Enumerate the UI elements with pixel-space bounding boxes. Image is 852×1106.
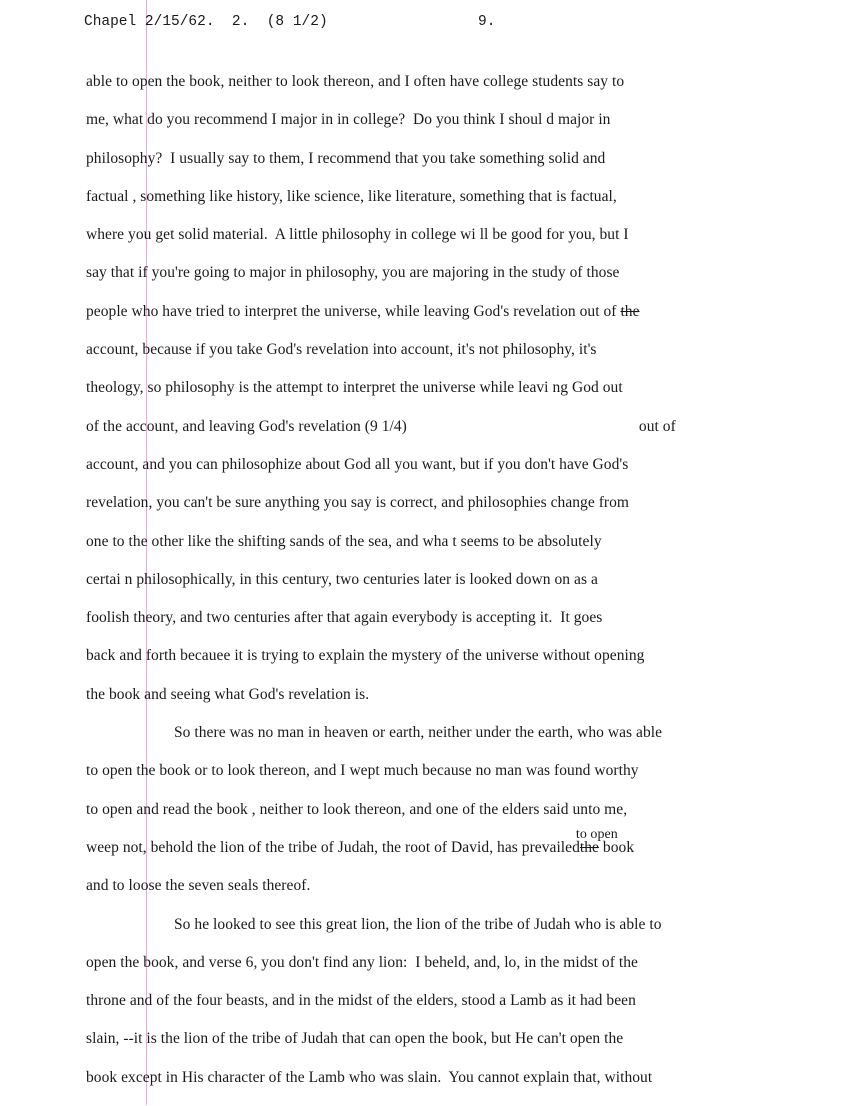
text-line: factual , something like history, like science, like literature, something that is factual, xyxy=(86,187,617,205)
text-line: account, because if you take God's revelation into account, it's not philosophy, it's xyxy=(86,341,597,359)
text-line: open the book, and verse 6, you don't find any lion: I beheld, and, lo, in the midst of the xyxy=(86,953,638,971)
text-line: of the account, and leaving God's revelation (9 1/4) out of xyxy=(86,417,676,435)
text-line: people who have tried to interpret the universe, while leaving God's revelation out of the xyxy=(86,302,640,320)
text-line: throne and of the four beasts, and in the midst of the elders, stood a Lamb as it had been xyxy=(86,992,636,1010)
struck-word: the xyxy=(620,302,640,320)
text-line: back and forth becauee it is trying to explain the mystery of the universe without opening xyxy=(86,647,645,665)
text-line: me, what do you recommend I major in in college? Do you think I shoul d major in xyxy=(86,111,611,129)
text-line: account, and you can philosophize about God all you want, but if you don't have God's xyxy=(86,455,629,473)
paragraph-start-line: So he looked to see this great lion, the lion of the tribe of Judah who is able to xyxy=(174,915,662,933)
text-line: slain, --it is the lion of the tribe of Judah that can open the book, but He can't open the xyxy=(86,1030,624,1048)
text-line: certai n philosophically, in this century, two centuries later is looked down on as a xyxy=(86,570,598,588)
text-line: weep not, behold the lion of the tribe of Judah, the root of David, has prevailed to open the book xyxy=(86,826,635,856)
text-line: where you get solid material. A little philosophy in college wi ll be good for you, but I xyxy=(86,226,629,244)
text-line: theology, so philosophy is the attempt to interpret the universe while leavi ng God out xyxy=(86,379,623,397)
paragraph-start-line: So there was no man in heaven or earth, neither under the earth, who was able xyxy=(174,724,663,742)
text-line: foolish theory, and two centuries after that again everybody is accepting it. It goes xyxy=(86,609,603,627)
text-line: one to the other like the shifting sands of the sea, and wha t seems to be absolutely xyxy=(86,532,602,550)
text-line: revelation, you can't be sure anything you say is correct, and philosophies change from xyxy=(86,494,630,512)
text-line: say that if you're going to major in philosophy, you are majoring in the study of those xyxy=(86,264,620,282)
text-line: to open and read the book , neither to look thereon, and one of the elders said unto me, xyxy=(86,800,628,818)
inserted-text: to open xyxy=(575,826,618,842)
correction xyxy=(575,826,618,858)
struck-word: the xyxy=(579,838,599,856)
text-line: to open the book or to look thereon, and I wept much because no man was found worthy xyxy=(86,762,639,780)
page-header: Chapel 2/15/62. 2. (8 1/2) xyxy=(84,14,328,30)
text-line: philosophy? I usually say to them, I recommend that you take something solid and xyxy=(86,149,606,167)
text-line: able to open the book, neither to look thereon, and I often have college students say to xyxy=(86,73,625,90)
text-line: book except in His character of the Lamb who was slain. You cannot explain that, without xyxy=(86,1068,653,1086)
document-body xyxy=(86,72,846,1106)
text-line: the book and seeing what God's revelation is. xyxy=(86,685,370,703)
page-number: 9. xyxy=(478,14,496,30)
text-line: and to loose the seven seals thereof. xyxy=(86,877,311,895)
